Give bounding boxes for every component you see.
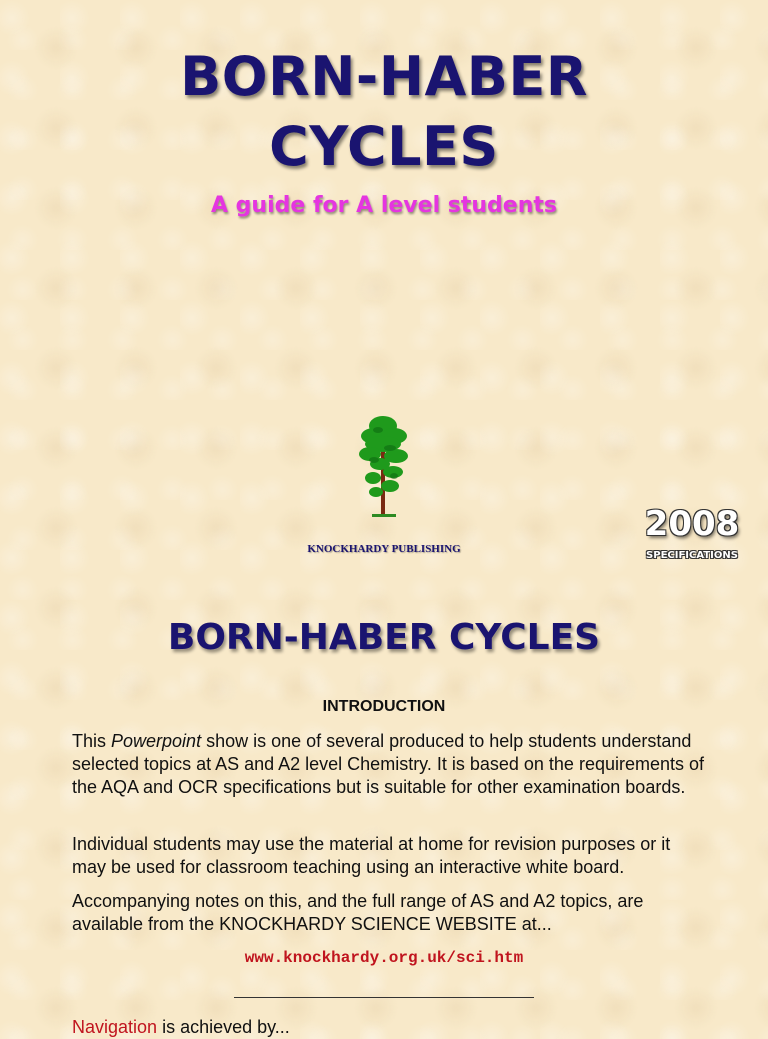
section-title: BORN-HABER CYCLES xyxy=(167,617,601,658)
navigation-rest: is achieved by... xyxy=(157,1017,290,1037)
intro-paragraph-1 xyxy=(72,730,704,799)
tree-icon xyxy=(356,414,412,520)
main-title-line-2: CYCLES xyxy=(269,115,499,178)
subtitle: A guide for A level students xyxy=(211,193,557,218)
introduction-heading: INTRODUCTION xyxy=(322,698,446,715)
intro-paragraph-1-end: show is one of several produced to help students understand selected topics at AS and A2 level Chemistry. It is based on the requirements of the AQA and OCR specifications but is suitable for other examination boards. xyxy=(72,731,705,797)
website-link[interactable]: www.knockhardy.org.uk/sci.htm xyxy=(244,949,524,967)
specifications-label: SPECIFICATIONS xyxy=(646,550,738,561)
powerpoint-emphasis: Powerpoint xyxy=(111,731,202,751)
main-title xyxy=(0,42,768,182)
main-title-line-1: BORN-HABER xyxy=(180,45,588,108)
publisher-name: KNOCKHARDY PUBLISHING xyxy=(307,543,461,555)
navigation-label: Navigation xyxy=(72,1017,158,1037)
intro-paragraph-2: Individual students may use the material at home for revision purposes or it may be used for classroom teaching using an interactive white board. xyxy=(72,834,671,877)
year-badge: 2008 xyxy=(644,504,740,544)
divider xyxy=(234,997,534,998)
intro-paragraph-1-start: This xyxy=(72,731,112,751)
navigation-text xyxy=(72,1016,290,1039)
intro-paragraph-3: Accompanying notes on this, and the full range of AS and A2 topics, are available from the KNOCKHARDY SCIENCE WEBSITE at... xyxy=(72,891,644,934)
